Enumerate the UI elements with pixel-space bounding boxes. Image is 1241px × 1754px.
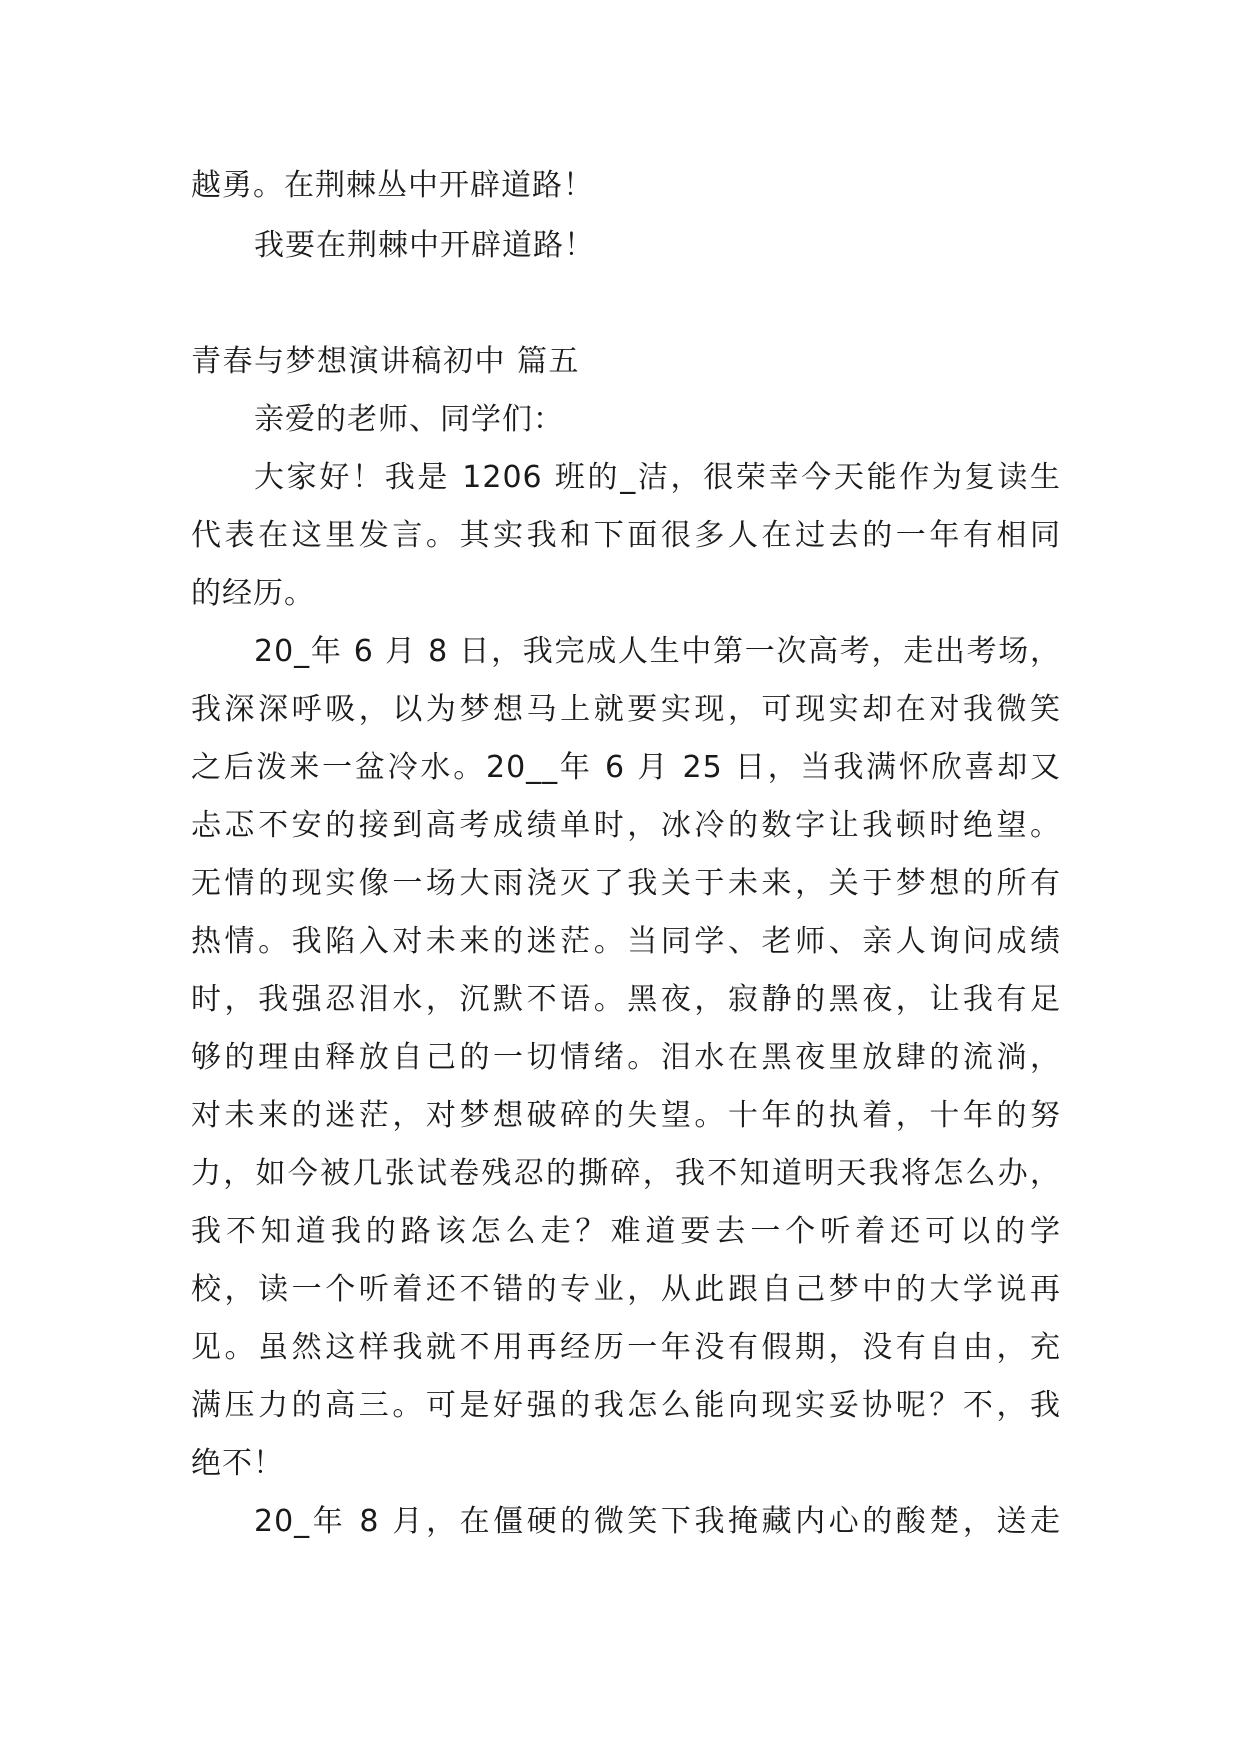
paragraph-line: 时，我强忍泪水，沉默不语。黑夜，寂静的黑夜，让我有足 (191, 982, 1061, 1017)
paragraph-line: 绝不！ (191, 1446, 284, 1481)
section-heading: 青春与梦想演讲稿初中 篇五 (191, 344, 581, 379)
paragraph-line: 20_年 8 月，在僵硬的微笑下我掩藏内心的酸楚，送走 (254, 1504, 1061, 1539)
paragraph-line: 我不知道我的路该怎么走？难道要去一个听着还可以的学 (191, 1214, 1061, 1249)
paragraph-line: 无情的现实像一场大雨浇灭了我关于未来，关于梦想的所有 (191, 866, 1061, 901)
paragraph-line: 力，如今被几张试卷残忍的撕碎，我不知道明天我将怎么办， (191, 1156, 1061, 1191)
salutation: 亲爱的老师、同学们： (254, 402, 564, 437)
paragraph-line: 代表在这里发言。其实我和下面很多人在过去的一年有相同 (191, 518, 1061, 553)
paragraph-line: 我深深呼吸，以为梦想马上就要实现，可现实却在对我微笑 (191, 692, 1061, 727)
paragraph-line: 对未来的迷茫，对梦想破碎的失望。十年的执着，十年的努 (191, 1098, 1061, 1133)
paragraph-line: 校，读一个听着还不错的专业，从此跟自己梦中的大学说再 (191, 1272, 1061, 1307)
paragraph-line: 之后泼来一盆冷水。20__年 6 月 25 日，当我满怀欣喜却又 (191, 750, 1061, 785)
paragraph-line: 我要在荆棘中开辟道路！ (254, 228, 595, 263)
paragraph-line: 的经历。 (191, 576, 315, 611)
paragraph-line: 20_年 6 月 8 日，我完成人生中第一次高考，走出考场， (254, 634, 1061, 669)
paragraph-line: 见。虽然这样我就不用再经历一年没有假期，没有自由，充 (191, 1330, 1061, 1365)
paragraph-line: 热情。我陷入对未来的迷茫。当同学、老师、亲人询问成绩 (191, 924, 1061, 959)
paragraph-line: 满压力的高三。可是好强的我怎么能向现实妥协呢？不，我 (191, 1388, 1061, 1423)
paragraph-line: 大家好！我是 1206 班的_洁，很荣幸今天能作为复读生 (254, 460, 1061, 495)
paragraph-line: 忐忑不安的接到高考成绩单时，冰冷的数字让我顿时绝望。 (191, 808, 1061, 843)
paragraph-line: 够的理由释放自己的一切情绪。泪水在黑夜里放肆的流淌， (191, 1040, 1061, 1075)
paragraph-line: 越勇。在荆棘丛中开辟道路！ (191, 168, 594, 203)
